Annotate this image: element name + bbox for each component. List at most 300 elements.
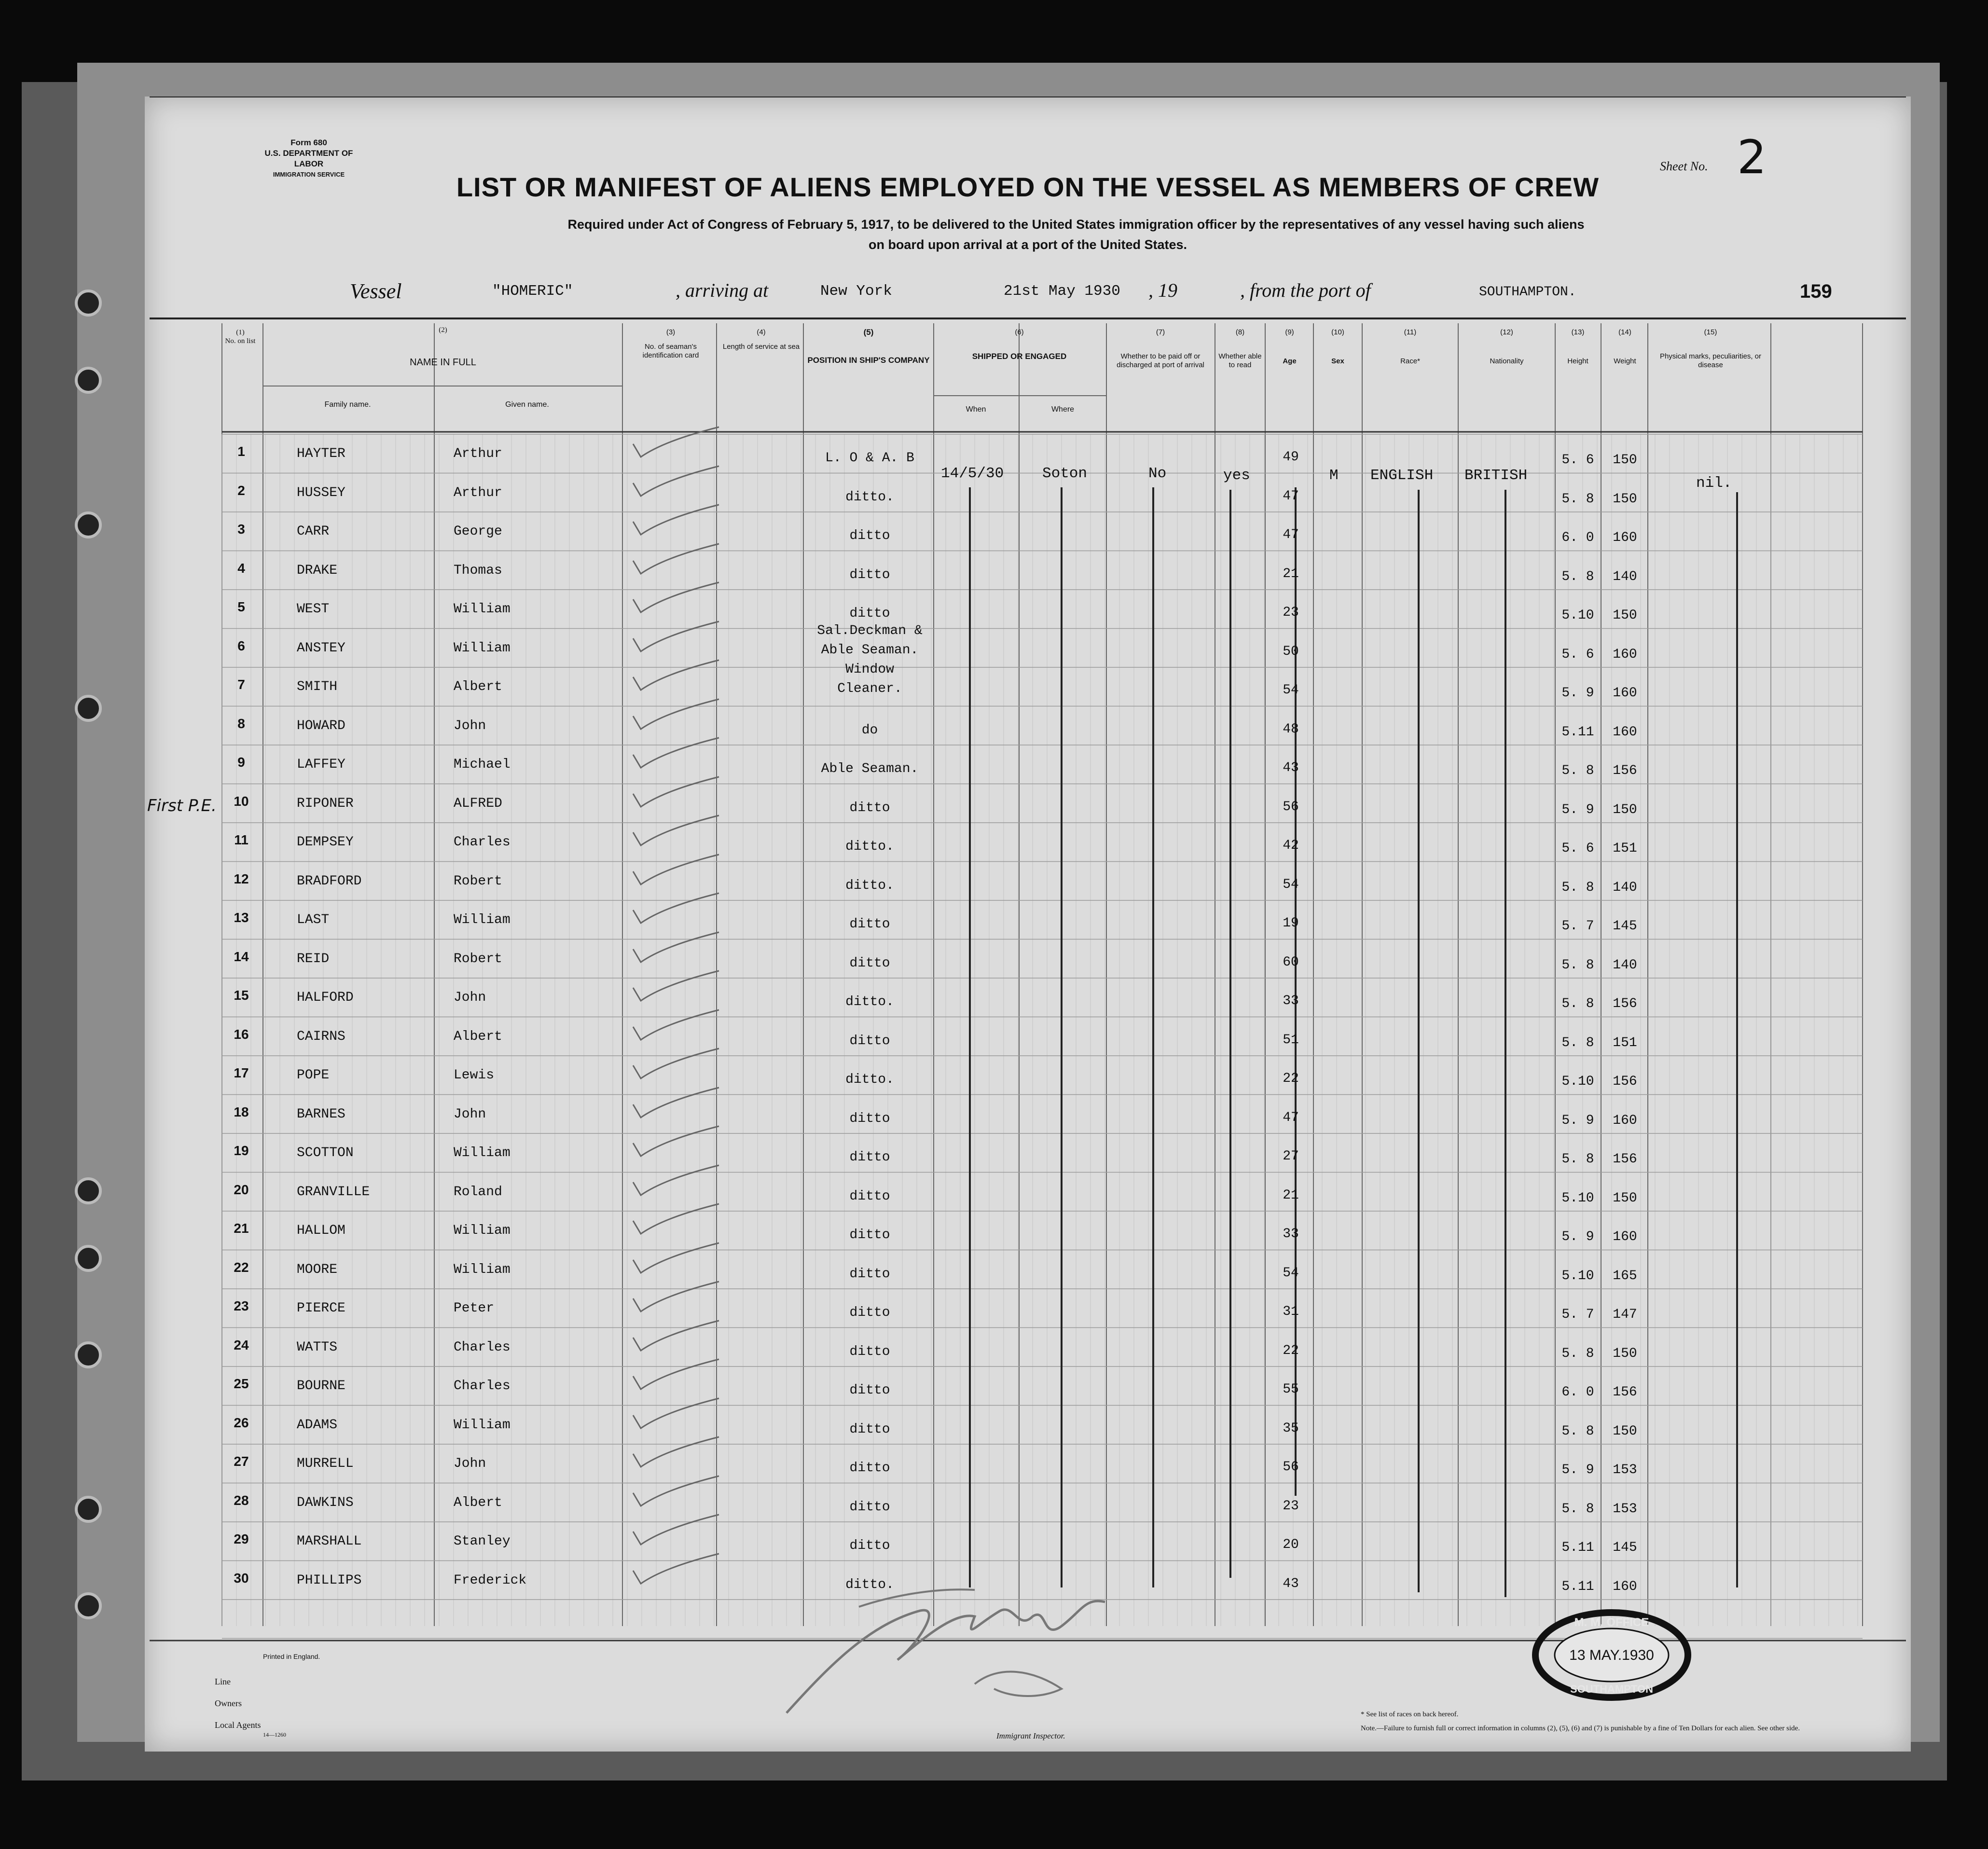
row-height: 5.11 — [1561, 1540, 1594, 1555]
row-weight: 153 — [1613, 1463, 1637, 1477]
row-given: Robert — [454, 951, 502, 966]
row-age: 51 — [1283, 1032, 1299, 1048]
row-n: 12 — [234, 871, 249, 886]
line-label: Line — [215, 1677, 231, 1686]
row-height: 5. 8 — [1561, 880, 1594, 895]
row-given: John — [454, 1456, 486, 1471]
row-family: RIPONER — [297, 796, 354, 811]
row-n: 4 — [237, 560, 245, 576]
subtitle-line-1: Required under Act of Congress of February 5, 1917, to be delivered to the United States immigration officer by the representatives of any vessel having such aliens — [567, 217, 1585, 232]
row-weight: 147 — [1613, 1307, 1637, 1322]
row-age: 23 — [1283, 605, 1299, 620]
check-mark-icon — [627, 1510, 724, 1553]
row-given: Robert — [454, 873, 502, 889]
col-9-header: (9) Age — [1283, 328, 1297, 365]
check-mark-icon — [627, 1432, 724, 1476]
row-n: 18 — [234, 1104, 249, 1119]
row-n: 29 — [234, 1532, 249, 1546]
row-given: William — [454, 640, 511, 656]
row-weight: 160 — [1613, 686, 1637, 701]
row-given: George — [454, 524, 502, 539]
row-position: ditto — [849, 1305, 890, 1320]
inspector-signature — [772, 1568, 1110, 1727]
row-weight: 156 — [1613, 1152, 1637, 1167]
row-position: ditto. — [845, 878, 894, 893]
row-n: 24 — [234, 1337, 249, 1352]
row-weight: 160 — [1613, 1113, 1637, 1128]
binder-hole — [75, 1496, 102, 1523]
row-family: BRADFORD — [297, 873, 362, 889]
form-number: Form 680 — [290, 138, 327, 147]
margin-note: First P.E. — [147, 796, 217, 815]
row-height: 5. 7 — [1561, 1307, 1594, 1322]
col-12-header: (12) Nationality — [1490, 328, 1524, 365]
row-n: 26 — [234, 1415, 249, 1430]
row-height: 5. 6 — [1561, 453, 1594, 468]
row-family: HALLOM — [297, 1223, 345, 1238]
row-n: 3 — [237, 522, 245, 537]
row-position: do — [861, 722, 878, 738]
row-given: John — [454, 1106, 486, 1122]
check-mark-icon — [627, 1005, 724, 1049]
row-n: 17 — [234, 1065, 249, 1080]
check-mark-icon — [627, 1316, 724, 1359]
check-mark-icon — [627, 578, 724, 621]
row-n: 19 — [234, 1143, 249, 1158]
row-given: Albert — [454, 679, 502, 694]
row-given: Michael — [454, 757, 511, 772]
manifest-sheet — [145, 97, 1911, 1752]
row-position: ditto — [849, 567, 890, 582]
row-age: 22 — [1283, 1343, 1299, 1358]
row-given: John — [454, 990, 486, 1005]
row-height: 5. 6 — [1561, 841, 1594, 856]
row-n: 10 — [234, 793, 249, 809]
nationality-value: BRITISH — [1464, 467, 1528, 484]
form-code: 14—1260 — [263, 1731, 286, 1738]
row-weight: 145 — [1613, 1540, 1637, 1555]
row-weight: 160 — [1613, 647, 1637, 662]
row-family: CAIRNS — [297, 1029, 345, 1044]
check-mark-icon — [627, 850, 724, 893]
row-family: MARSHALL — [297, 1534, 362, 1549]
row-height: 5. 9 — [1561, 1113, 1594, 1128]
row-height: 5. 8 — [1561, 1035, 1594, 1050]
check-mark-icon — [627, 733, 724, 776]
row-height: 5. 8 — [1561, 1501, 1594, 1517]
row-family: HUSSEY — [297, 485, 345, 500]
row-given: Peter — [454, 1301, 495, 1316]
row-given: Arthur — [454, 485, 502, 500]
stamp-top-text: M. M. OFFICE — [1574, 1616, 1649, 1629]
row-family: DRAKE — [297, 563, 338, 578]
row-age: 21 — [1283, 566, 1299, 581]
row-age: 22 — [1283, 1071, 1299, 1086]
binder-hole — [75, 511, 102, 538]
check-mark-icon — [627, 694, 724, 738]
col-11-header: (11) Race* — [1400, 328, 1420, 365]
row-weight: 150 — [1613, 608, 1637, 623]
row-weight: 156 — [1613, 996, 1637, 1011]
row-weight: 140 — [1613, 957, 1637, 973]
row-weight: 156 — [1613, 1074, 1637, 1089]
row-family: PIERCE — [297, 1301, 345, 1316]
row-weight: 150 — [1613, 1423, 1637, 1439]
binder-hole — [75, 367, 102, 394]
row-height: 5. 8 — [1561, 957, 1594, 973]
row-age: 23 — [1283, 1498, 1299, 1514]
row-height: 5. 8 — [1561, 491, 1594, 507]
row-n: 2 — [237, 483, 245, 498]
row-age: 21 — [1283, 1187, 1299, 1203]
check-mark-icon — [627, 1394, 724, 1437]
check-mark-icon — [627, 1354, 724, 1398]
row-position: ditto — [849, 1538, 890, 1553]
row-family: CARR — [297, 524, 330, 539]
row-family: BOURNE — [297, 1379, 345, 1394]
stamp-number: 159 — [1800, 281, 1832, 302]
arrival-port: New York — [820, 283, 892, 300]
row-family: DEMPSEY — [297, 835, 354, 850]
col-2-number: (2) — [439, 326, 447, 334]
col-6a-header: When — [966, 405, 986, 414]
row-weight: 151 — [1613, 1035, 1637, 1050]
row-weight: 150 — [1613, 453, 1637, 468]
row-n: 20 — [234, 1182, 249, 1197]
row-age: 19 — [1283, 916, 1299, 931]
row-weight: 151 — [1613, 841, 1637, 856]
sex-value: M — [1329, 467, 1339, 484]
department-name: U.S. DEPARTMENT OF LABOR — [264, 149, 353, 168]
row-weight: 160 — [1613, 724, 1637, 740]
row-height: 5. 9 — [1561, 1463, 1594, 1477]
binder-hole — [75, 695, 102, 722]
row-age: 47 — [1283, 1110, 1299, 1125]
office-stamp — [1530, 1607, 1694, 1703]
vessel-name: "HOMERIC" — [492, 283, 573, 300]
row-n: 13 — [234, 910, 249, 925]
row-position: Window Cleaner. — [837, 662, 902, 696]
check-mark-icon — [627, 1083, 724, 1126]
row-age: 48 — [1283, 721, 1299, 737]
row-position: ditto. — [845, 489, 894, 505]
sheet-number: 2 — [1737, 130, 1767, 184]
row-given: Albert — [454, 1029, 502, 1044]
row-height: 5. 7 — [1561, 919, 1594, 934]
row-position: ditto — [849, 606, 890, 621]
check-mark-icon — [627, 772, 724, 815]
row-weight: 150 — [1613, 1190, 1637, 1206]
row-given: William — [454, 1145, 511, 1160]
row-family: REID — [297, 951, 330, 966]
row-position: ditto — [849, 1111, 890, 1126]
row-position: ditto — [849, 528, 890, 543]
row-position: ditto. — [845, 994, 894, 1009]
col-6-header: (6) SHIPPED OR ENGAGED — [972, 328, 1067, 361]
check-mark-icon — [627, 1044, 724, 1087]
row-given: Lewis — [454, 1068, 495, 1083]
check-mark-icon — [627, 1238, 724, 1282]
row-family: WEST — [297, 602, 330, 617]
row-age: 56 — [1283, 799, 1299, 814]
row-height: 5. 9 — [1561, 1229, 1594, 1244]
subtitle-line-2: on board upon arrival at a port of the United States. — [868, 237, 1187, 252]
row-n: 7 — [237, 677, 245, 692]
row-height: 5.11 — [1561, 1579, 1594, 1594]
row-family: LAFFEY — [297, 757, 345, 772]
row-age: 60 — [1283, 954, 1299, 970]
row-n: 28 — [234, 1492, 249, 1508]
row-n: 8 — [237, 716, 245, 731]
row-age: 33 — [1283, 993, 1299, 1008]
col-3-header: (3) No. of seaman's identification card — [642, 328, 699, 359]
col-2b-header: Given name. — [505, 400, 549, 409]
row-position: ditto — [849, 1228, 890, 1242]
row-family: WATTS — [297, 1339, 338, 1355]
row-age: 27 — [1283, 1149, 1299, 1164]
check-mark-icon — [627, 966, 724, 1009]
binder-hole — [75, 1341, 102, 1368]
check-mark-icon — [627, 500, 724, 543]
row-family: SMITH — [297, 679, 338, 694]
from-port-label: , from the port of — [1240, 279, 1371, 301]
row-position: ditto — [849, 1188, 890, 1204]
row-family: BARNES — [297, 1106, 345, 1122]
row-n: 9 — [237, 755, 245, 770]
row-age: 54 — [1283, 683, 1299, 698]
row-position: ditto — [849, 1266, 890, 1282]
row-family: PHILLIPS — [297, 1573, 362, 1588]
row-height: 5. 8 — [1561, 569, 1594, 584]
service-name: IMMIGRATION SERVICE — [273, 171, 345, 178]
row-weight: 150 — [1613, 802, 1637, 817]
check-mark-icon — [627, 1160, 724, 1204]
row-given: Charles — [454, 1379, 511, 1394]
col-2a-header: Family name. — [324, 400, 371, 409]
row-given: Charles — [454, 1339, 511, 1355]
row-given: Stanley — [454, 1534, 511, 1549]
arrival-date: 21st May 1930 — [1004, 283, 1120, 300]
row-age: 49 — [1283, 450, 1299, 465]
row-age: 42 — [1283, 838, 1299, 853]
row-weight: 160 — [1613, 1579, 1637, 1594]
row-weight: 165 — [1613, 1268, 1637, 1283]
row-height: 5. 8 — [1561, 763, 1594, 778]
row-given: ALFRED — [454, 796, 502, 811]
row-height: 5.10 — [1561, 608, 1594, 623]
row-position: Sal.Deckman & Able Seaman. — [817, 623, 923, 658]
row-weight: 156 — [1613, 1385, 1637, 1400]
row-given: William — [454, 602, 511, 617]
row-family: DAWKINS — [297, 1495, 354, 1510]
row-family: ANSTEY — [297, 640, 345, 656]
check-mark-icon — [627, 1549, 724, 1592]
row-position: ditto — [849, 1033, 890, 1049]
departure-port: SOUTHAMPTON. — [1479, 285, 1576, 300]
printed-note: Printed in England. — [263, 1653, 320, 1660]
shipped-when: 14/5/30 — [941, 465, 1004, 482]
row-family: MOORE — [297, 1262, 338, 1277]
row-given: John — [454, 718, 486, 733]
row-n: 1 — [237, 444, 245, 459]
row-position: L. O & A. B — [825, 451, 914, 466]
row-n: 5 — [237, 599, 245, 614]
row-weight: 145 — [1613, 919, 1637, 934]
row-height: 5. 8 — [1561, 1152, 1594, 1167]
col-13-header: (13) Height — [1567, 328, 1588, 365]
col-5-header: (5) POSITION IN SHIP'S COMPANY — [807, 328, 930, 365]
check-mark-icon — [627, 1277, 724, 1320]
row-height: 5.10 — [1561, 1268, 1594, 1283]
page-title: LIST OR MANIFEST OF ALIENS EMPLOYED ON THE VESSEL AS MEMBERS OF CREW — [456, 172, 1600, 202]
row-position: Able Seaman. — [821, 761, 919, 776]
row-position: ditto — [849, 1383, 890, 1398]
row-family: HOWARD — [297, 718, 345, 733]
row-family: POPE — [297, 1068, 330, 1083]
row-weight: 156 — [1613, 763, 1637, 778]
col-15-header: (15) Physical marks, peculiarities, or disease — [1659, 328, 1762, 369]
row-given: Thomas — [454, 563, 502, 578]
able-to-read-value: yes — [1223, 467, 1250, 484]
row-given: William — [454, 1417, 511, 1433]
shipped-where: Soton — [1042, 465, 1088, 482]
row-n: 23 — [234, 1298, 249, 1313]
check-mark-icon — [627, 422, 724, 466]
row-position: ditto — [849, 1499, 890, 1515]
penalty-note: Note.—Failure to furnish full or correct information in columns (2), (5), (6) and (7) is punishable by a fine of Ten Dollars for each alien. See other side. — [1361, 1725, 1800, 1732]
col-7-header: (7) Whether to be paid off or discharged at port of arrival — [1117, 328, 1204, 369]
row-n: 15 — [234, 988, 249, 1003]
row-weight: 160 — [1613, 1229, 1637, 1244]
check-mark-icon — [627, 888, 724, 932]
paid-off-value: No — [1148, 465, 1167, 482]
row-given: Charles — [454, 835, 511, 850]
row-position: ditto — [849, 1150, 890, 1165]
row-age: 50 — [1283, 644, 1299, 659]
check-mark-icon — [627, 927, 724, 971]
row-weight: 140 — [1613, 569, 1637, 584]
row-weight: 140 — [1613, 880, 1637, 895]
row-position: ditto — [849, 955, 890, 971]
row-height: 5. 6 — [1561, 647, 1594, 662]
row-given: William — [454, 912, 511, 927]
row-position: ditto — [849, 1344, 890, 1359]
row-n: 22 — [234, 1259, 249, 1275]
row-age: 20 — [1283, 1537, 1299, 1552]
row-age: 43 — [1283, 760, 1299, 775]
physical-marks-value: nil. — [1696, 475, 1732, 492]
binder-hole — [75, 1592, 102, 1619]
row-given: Frederick — [454, 1573, 527, 1588]
race-value: ENGLISH — [1370, 467, 1434, 484]
row-position: ditto. — [845, 1577, 894, 1592]
race-footnote: * See list of races on back hereof. — [1361, 1711, 1459, 1718]
row-given: Roland — [454, 1184, 502, 1200]
row-height: 5. 8 — [1561, 996, 1594, 1011]
inspector-label: Immigrant Inspector. — [996, 1731, 1065, 1740]
row-height: 5.10 — [1561, 1190, 1594, 1206]
row-n: 6 — [237, 638, 245, 653]
row-age: 55 — [1283, 1382, 1299, 1397]
row-age: 43 — [1283, 1576, 1299, 1591]
col-6b-header: Where — [1051, 405, 1075, 414]
row-age: 33 — [1283, 1227, 1299, 1242]
arriving-label: , arriving at — [676, 279, 769, 301]
stamp-bottom-text: SOUTHAMPTON — [1570, 1683, 1653, 1695]
row-age: 35 — [1283, 1421, 1299, 1436]
row-n: 30 — [234, 1570, 249, 1586]
row-position: ditto. — [845, 839, 894, 854]
row-family: GRANVILLE — [297, 1184, 370, 1200]
row-weight: 160 — [1613, 530, 1637, 545]
check-mark-icon — [627, 1121, 724, 1165]
vessel-label: Vessel — [350, 279, 402, 303]
row-family: HAYTER — [297, 446, 345, 461]
row-height: 5.10 — [1561, 1074, 1594, 1089]
row-weight: 150 — [1613, 1346, 1637, 1361]
col-2-header: NAME IN FULL — [410, 357, 476, 368]
row-position: ditto. — [845, 1072, 894, 1087]
check-mark-icon — [627, 1199, 724, 1242]
row-age: 47 — [1283, 488, 1299, 504]
row-weight: 150 — [1613, 491, 1637, 507]
binder-hole — [75, 1245, 102, 1272]
col-4-header: (4) Length of service at sea — [722, 328, 800, 351]
row-given: William — [454, 1262, 511, 1277]
sheet-no-label: Sheet No. — [1660, 159, 1708, 173]
check-mark-icon — [627, 461, 724, 505]
check-mark-icon — [627, 1471, 724, 1515]
col-14-header: (14) Weight — [1614, 328, 1636, 365]
row-n: 21 — [234, 1221, 249, 1236]
col-1-header: (1) No. on list — [225, 329, 256, 345]
row-n: 25 — [234, 1376, 249, 1391]
row-height: 5. 8 — [1561, 1423, 1594, 1439]
check-mark-icon — [627, 539, 724, 582]
row-family: SCOTTON — [297, 1145, 354, 1160]
row-position: ditto — [849, 1461, 890, 1476]
row-position: ditto — [849, 917, 890, 932]
row-n: 16 — [234, 1026, 249, 1042]
row-family: MURRELL — [297, 1456, 354, 1471]
row-position: ditto — [849, 800, 890, 815]
stamp-date: 13 MAY.1930 — [1569, 1647, 1654, 1663]
row-family: HALFORD — [297, 990, 354, 1005]
row-height: 5. 9 — [1561, 802, 1594, 817]
row-given: William — [454, 1223, 511, 1238]
row-age: 54 — [1283, 877, 1299, 892]
row-weight: 153 — [1613, 1501, 1637, 1517]
row-position: ditto — [849, 1421, 890, 1437]
agents-label: Local Agents — [215, 1720, 261, 1730]
row-n: 27 — [234, 1454, 249, 1469]
row-age: 56 — [1283, 1460, 1299, 1475]
row-family: ADAMS — [297, 1417, 338, 1433]
row-family: LAST — [297, 912, 330, 927]
row-height: 5. 9 — [1561, 686, 1594, 701]
row-n: 11 — [234, 832, 248, 847]
binder-hole — [75, 290, 102, 317]
col-10-header: (10) Sex — [1331, 328, 1344, 365]
row-height: 6. 0 — [1561, 1385, 1594, 1400]
row-given: Arthur — [454, 446, 502, 461]
col-8-header: (8) Whether able to read — [1218, 328, 1262, 369]
row-height: 5. 8 — [1561, 1346, 1594, 1361]
binder-hole — [75, 1177, 102, 1204]
row-age: 54 — [1283, 1265, 1299, 1281]
check-mark-icon — [627, 655, 724, 699]
row-age: 31 — [1283, 1304, 1299, 1319]
